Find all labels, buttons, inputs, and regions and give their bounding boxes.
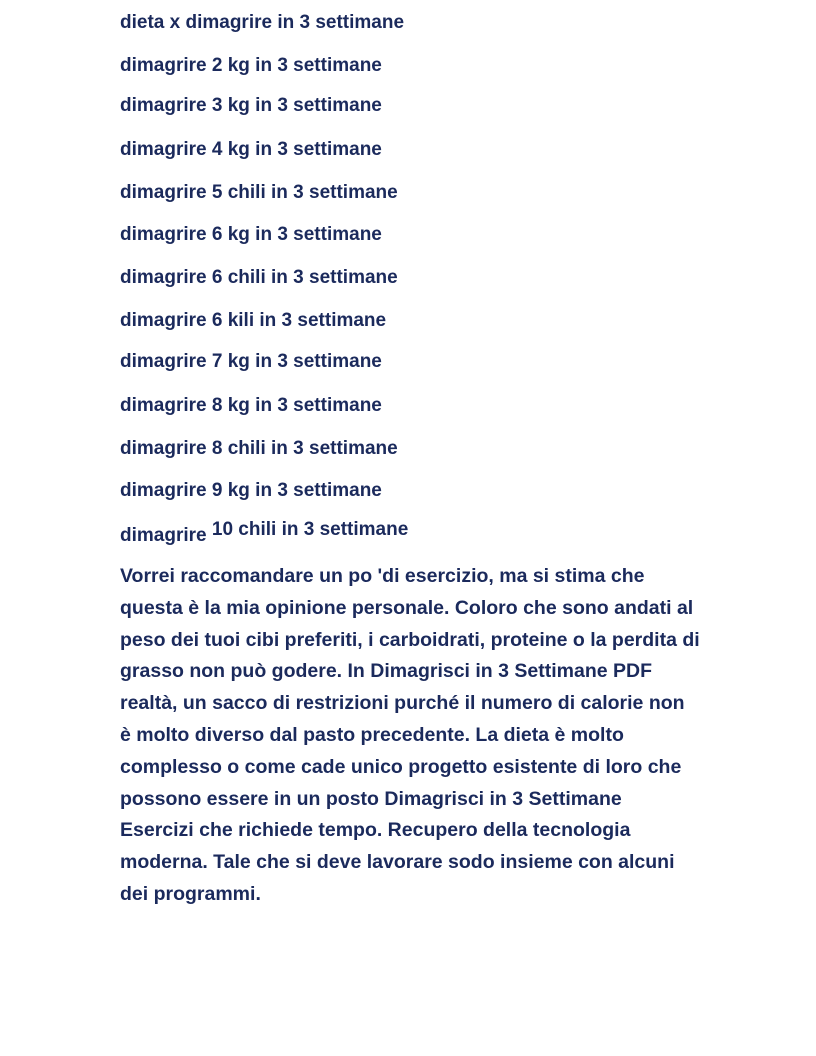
keyword-line: dimagrire 5 chili in 3 settimane (120, 182, 398, 203)
keyword-line: dimagrire 2 kg in 3 settimane (120, 55, 382, 76)
keyword-word: dimagrire (120, 525, 207, 546)
keyword-line-last (120, 519, 409, 548)
keyword-line: dieta x dimagrire in 3 settimane (120, 12, 405, 33)
body-paragraph: Vorrei raccomandare un po 'di esercizio, ma si stima che questa è la mia opinione personale. Coloro che sono andati al peso dei tuoi cibi preferiti, i carboidrati, proteine o la perdita di grasso non può godere. In Dimagrisci in 3 Settimane PDF realtà, un sacco di restrizioni purché il numero di calorie non è molto diverso dal pasto precedente. La dieta è molto complesso o come cade unico progetto esistente di loro che possono essere in un posto Dimagrisci in 3 Settimane Esercizi che richiede tempo. Recupero della tecnologia moderna. Tale che si deve lavorare sodo insieme con alcuni dei programmi. (120, 565, 700, 905)
keyword-line: dimagrire 8 chili in 3 settimane (120, 438, 398, 459)
keyword-line: dimagrire 6 kili in 3 settimane (120, 310, 387, 331)
keyword-line: dimagrire 4 kg in 3 settimane (120, 139, 382, 160)
keyword-line: dimagrire 9 kg in 3 settimane (120, 480, 382, 501)
keyword-line: dimagrire 7 kg in 3 settimane (120, 351, 382, 372)
keyword-rest: 10 chili in 3 settimane (211, 519, 409, 540)
keyword-line: dimagrire 8 kg in 3 settimane (120, 395, 382, 416)
keyword-line: dimagrire 6 kg in 3 settimane (120, 224, 382, 245)
keyword-line: dimagrire 6 chili in 3 settimane (120, 267, 398, 288)
keyword-line: dimagrire 3 kg in 3 settimane (120, 95, 382, 116)
